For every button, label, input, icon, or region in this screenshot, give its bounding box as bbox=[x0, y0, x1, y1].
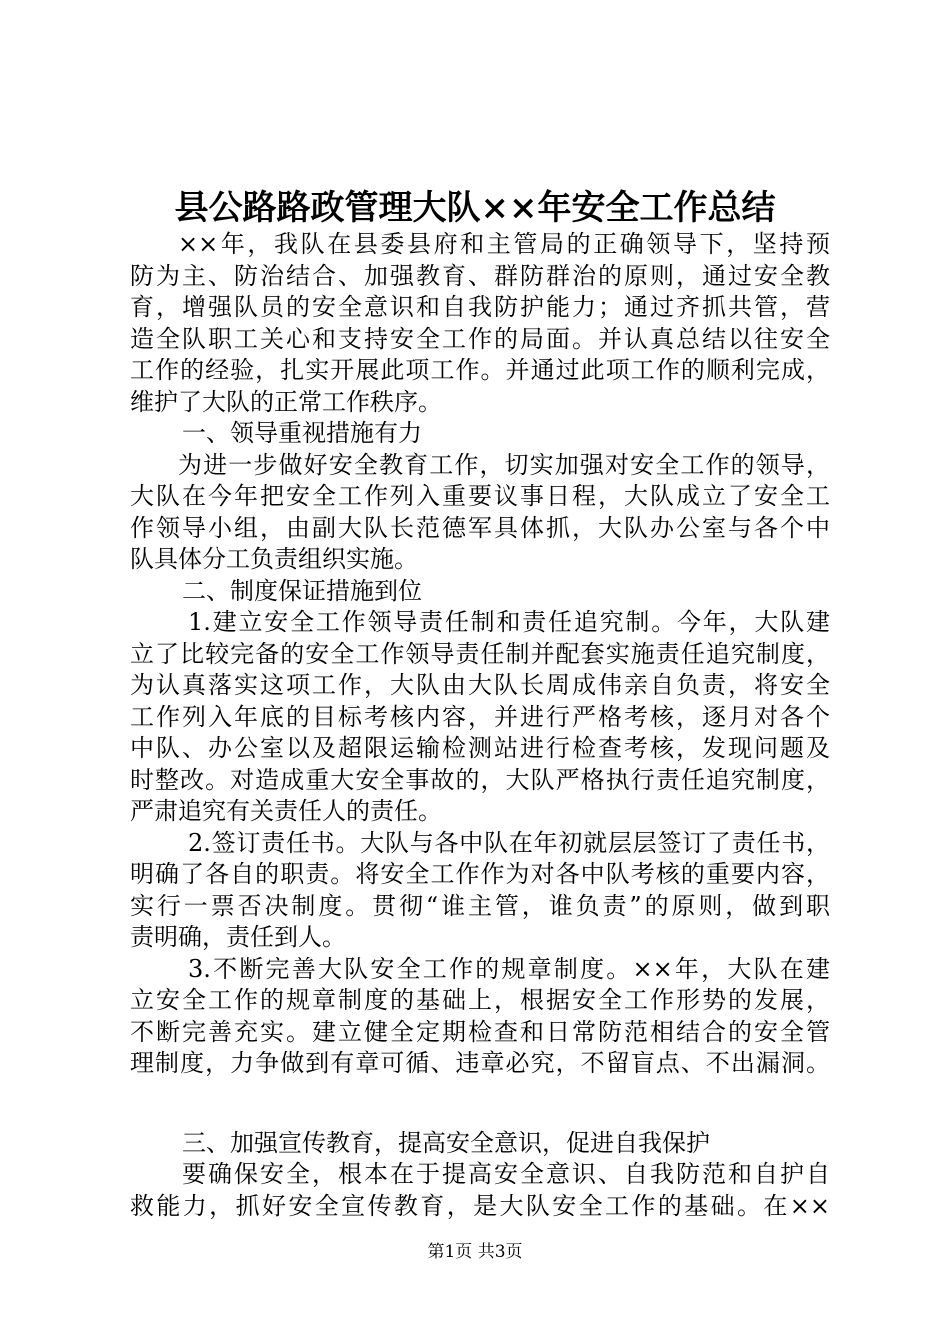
paragraph-line: 立了比较完备的安全工作领导责任制并配套实施责任追究制度， bbox=[130, 639, 830, 668]
paragraph-line: 维护了大队的正常工作秩序。 bbox=[130, 387, 442, 416]
paragraph-line: 中队、办公室以及超限运输检测站进行检查考核，发现问题及 bbox=[130, 734, 830, 762]
paragraph-line: ××年，我队在县委县府和主管局的正确领导下，坚持预 bbox=[178, 230, 830, 258]
paragraph-line: 不断完善充实。建立健全定期检查和日常防范相结合的安全管 bbox=[130, 1017, 830, 1046]
section-heading: 三、加强宣传教育，提高安全意识，促进自我保护 bbox=[182, 1128, 710, 1157]
paragraph-line: 要确保安全，根本在于提高安全意识、自我防范和自护自 bbox=[182, 1160, 830, 1188]
paragraph-line: 2.签订责任书。大队与各中队在年初就层层签订了责任书， bbox=[188, 828, 830, 857]
section-heading: 二、制度保证措施到位 bbox=[182, 576, 422, 605]
paragraph-line: 理制度，力争做到有章可循、违章必究，不留盲点、不出漏洞。 bbox=[130, 1049, 830, 1077]
paragraph-line: 3.不断完善大队安全工作的规章制度。××年，大队在建 bbox=[188, 954, 830, 983]
paragraph-line: 育，增强队员的安全意识和自我防护能力；通过齐抓共管，营 bbox=[130, 293, 830, 321]
paragraph-line: 大队在今年把安全工作列入重要议事日程，大队成立了安全工 bbox=[130, 482, 830, 510]
paragraph-line: 1.建立安全工作领导责任制和责任追究制。今年，大队建 bbox=[188, 608, 830, 636]
document-body bbox=[130, 229, 830, 1222]
paragraph-line: 为认真落实这项工作，大队由大队长周成伟亲自负责，将安全 bbox=[130, 671, 830, 699]
paragraph-line: 造全队职工关心和支持安全工作的局面。并认真总结以往安全 bbox=[130, 324, 830, 353]
paragraph-line: 实行一票否决制度。贯彻“谁主管，谁负责”的原则，做到职 bbox=[130, 891, 830, 920]
paragraph-line: 队具体分工负责组织实施。 bbox=[130, 545, 418, 573]
paragraph-line: 明确了各自的职责。将安全工作作为对各中队考核的重要内容， bbox=[130, 860, 830, 888]
paragraph-gap bbox=[130, 1080, 830, 1128]
page-footer: 第1页 共3页 bbox=[427, 1242, 523, 1262]
paragraph-line: 时整改。对造成重大安全事故的，大队严格执行责任追究制度， bbox=[130, 765, 830, 794]
paragraph-line: 救能力，抓好安全宣传教育，是大队安全工作的基础。在×× bbox=[130, 1191, 830, 1220]
document-title: 县公路路政管理大队××年安全工作总结 bbox=[174, 188, 776, 228]
paragraph-line: 工作的经验，扎实开展此项工作。并通过此项工作的顺利完成， bbox=[130, 356, 830, 384]
paragraph-line: 防为主、防治结合、加强教育、群防群治的原则，通过安全教 bbox=[130, 261, 830, 290]
paragraph-line: 责明确，责任到人。 bbox=[130, 923, 346, 951]
paragraph-line: 为进一步做好安全教育工作，切实加强对安全工作的领导， bbox=[178, 450, 830, 479]
paragraph-line: 工作列入年底的目标考核内容，并进行严格考核，逐月对各个 bbox=[130, 702, 830, 731]
paragraph-line: 立安全工作的规章制度的基础上，根据安全工作形势的发展， bbox=[130, 986, 830, 1014]
section-heading: 一、领导重视措施有力 bbox=[182, 419, 422, 447]
paragraph-line: 严肃追究有关责任人的责任。 bbox=[130, 797, 442, 825]
paragraph-line: 作领导小组，由副大队长范德军具体抓，大队办公室与各个中 bbox=[130, 513, 830, 542]
